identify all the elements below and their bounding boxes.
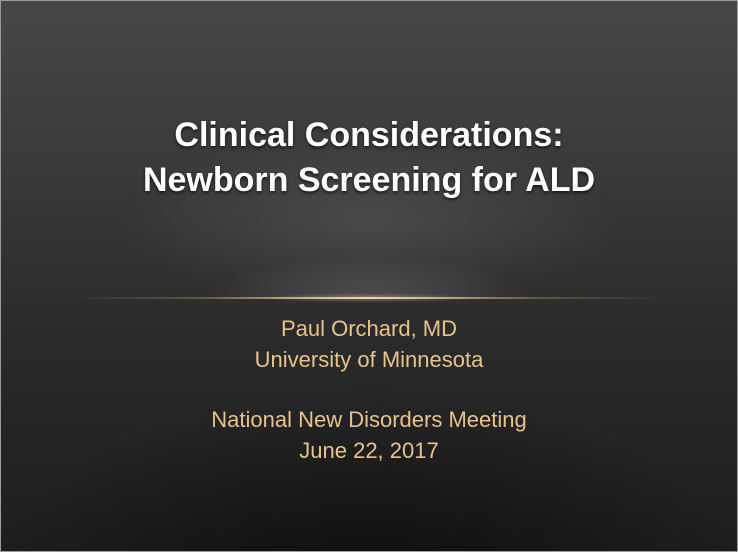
title-line-2: Newborn Screening for ALD: [142, 161, 596, 199]
gold-divider-line: [71, 297, 667, 299]
author-name: Paul Orchard, MD: [280, 316, 458, 341]
author-affiliation: University of Minnesota: [254, 347, 484, 372]
title-glow: [161, 245, 577, 299]
title-line-1: Clinical Considerations:: [174, 116, 564, 154]
event-date: June 22, 2017: [299, 438, 439, 463]
author-block: [41, 313, 697, 375]
event-block: [41, 404, 697, 466]
slide-title: [41, 113, 697, 203]
event-name: National New Disorders Meeting: [211, 407, 527, 432]
